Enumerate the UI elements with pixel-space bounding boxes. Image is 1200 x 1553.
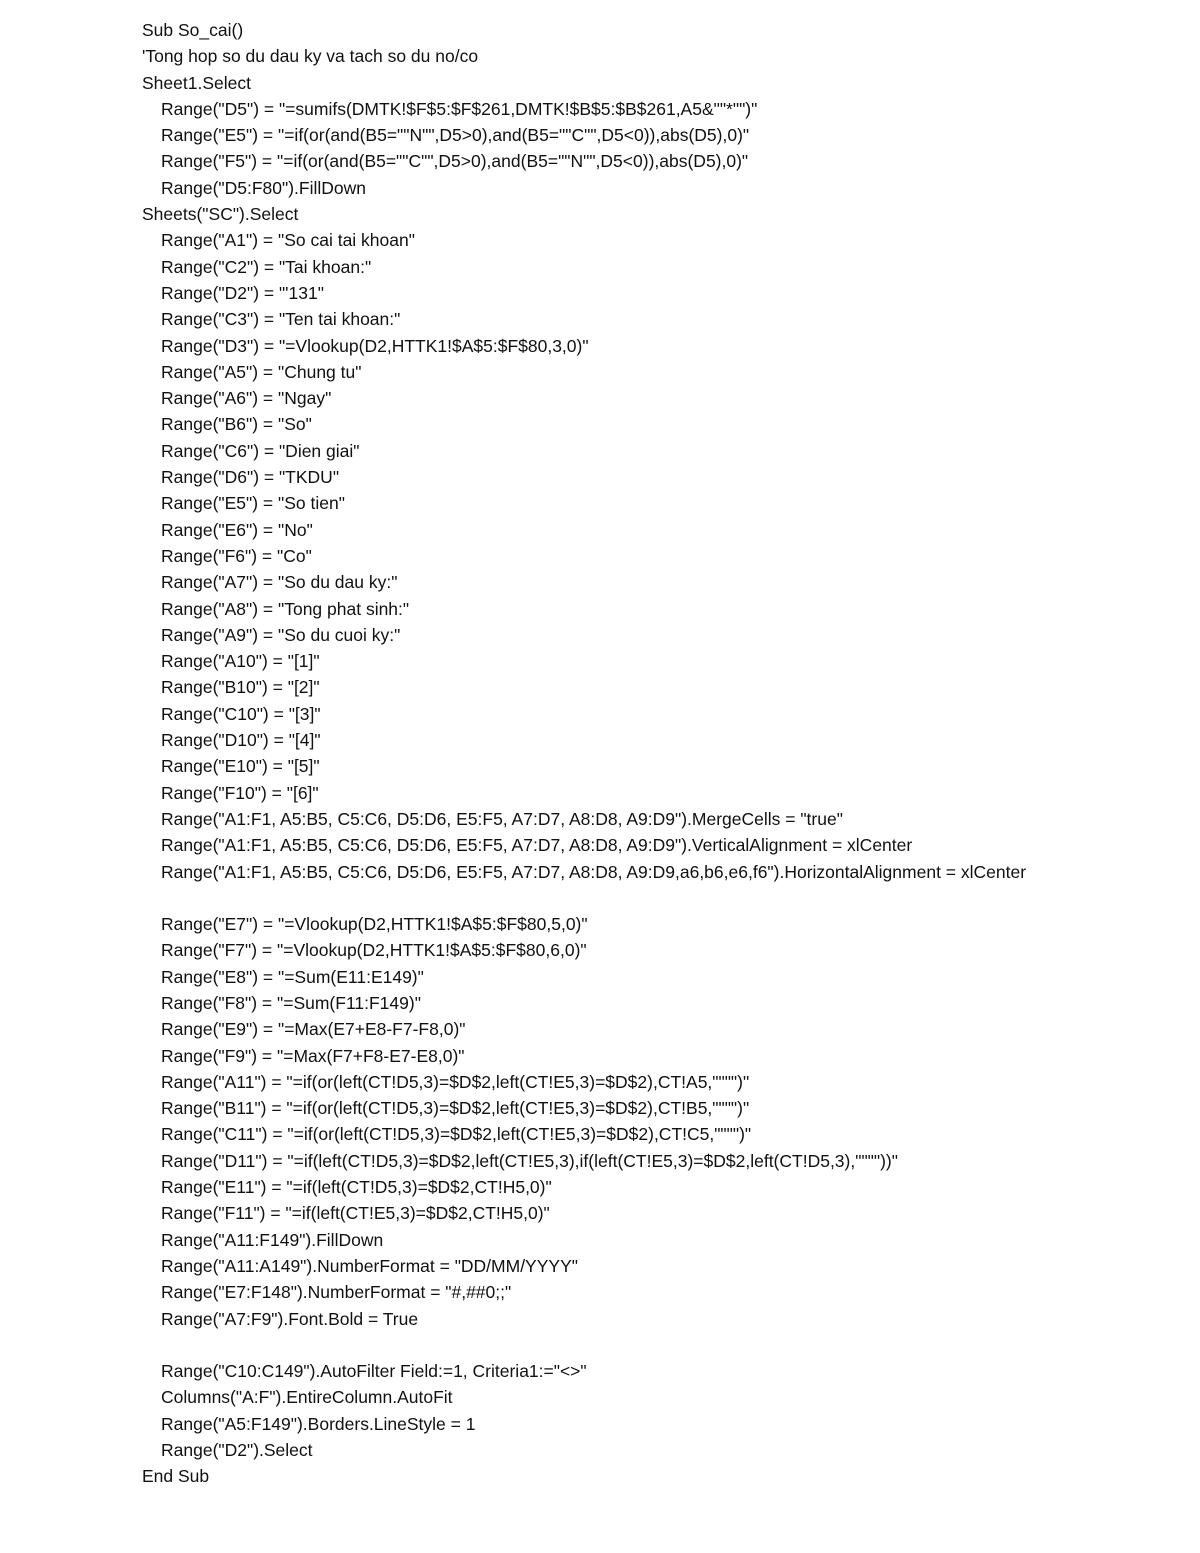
code-line: Range("A11:F149").FillDown <box>161 1229 384 1250</box>
code-line: Range("C3") = "Ten tai khoan:" <box>161 309 401 330</box>
code-line: 'Tong hop so du dau ky va tach so du no/co <box>142 46 479 67</box>
code-line: Range("F10") = "[6]" <box>161 782 319 803</box>
blank-line <box>142 885 1182 911</box>
code-line: Range("D2") = "'131" <box>161 282 324 303</box>
code-line: Range("A5") = "Chung tu" <box>161 361 362 382</box>
code-line: Sheet1.Select <box>142 72 251 93</box>
code-line: Range("D11") = "=if(left(CT!D5,3)=$D$2,left(CT!E5,3),if(left(CT!E5,3)=$D$2,left(CT!D5,3),""""))" <box>161 1150 898 1171</box>
code-line: Range("E7") = "=Vlookup(D2,HTTK1!$A$5:$F$80,5,0)" <box>161 914 588 935</box>
code-line: Range("E9") = "=Max(E7+E8-F7-F8,0)" <box>161 1019 466 1040</box>
code-line: Sub So_cai() <box>142 20 244 40</box>
code-line: Range("C11") = "=if(or(left(CT!D5,3)=$D$2,left(CT!E5,3)=$D$2),CT!C5,"""")" <box>161 1124 752 1145</box>
code-line: Range("F7") = "=Vlookup(D2,HTTK1!$A$5:$F$80,6,0)" <box>161 940 587 961</box>
code-line: Columns("A:F").EntireColumn.AutoFit <box>161 1387 453 1408</box>
code-line: Sheets("SC").Select <box>142 204 299 225</box>
code-line: Range("D10") = "[4]" <box>161 730 321 751</box>
code-line: Range("A7:F9").Font.Bold = True <box>161 1308 419 1329</box>
blank-line <box>142 1332 1182 1358</box>
code-line: Range("F8") = "=Sum(F11:F149)" <box>161 992 421 1013</box>
code-line: Range("A10") = "[1]" <box>161 651 320 672</box>
code-line: Range("B10") = "[2]" <box>161 677 320 698</box>
code-line: Range("F6") = "Co" <box>161 545 312 566</box>
code-line: Range("D3") = "=Vlookup(D2,HTTK1!$A$5:$F$80,3,0)" <box>161 335 589 356</box>
code-line: Range("A1:F1, A5:B5, C5:C6, D5:D6, E5:F5, A7:D7, A8:D8, A9:D9").MergeCells = "true" <box>161 808 843 829</box>
code-line: Range("C2") = "Tai khoan:" <box>161 256 372 277</box>
code-line: Range("E5") = "So tien" <box>161 493 345 514</box>
code-line: Range("C6") = "Dien giai" <box>161 440 360 461</box>
code-line: Range("C10") = "[3]" <box>161 703 321 724</box>
code-line: Range("D2").Select <box>161 1440 313 1461</box>
code-line: Range("F11") = "=if(left(CT!E5,3)=$D$2,CT!H5,0)" <box>161 1203 550 1224</box>
code-line: Range("F9") = "=Max(F7+F8-E7-E8,0)" <box>161 1045 465 1066</box>
code-line: Range("A5:F149").Borders.LineStyle = 1 <box>161 1413 476 1434</box>
code-line: Range("C10:C149").AutoFilter Field:=1, Criteria1:="<>" <box>161 1361 587 1382</box>
code-line: Range("F5") = "=if(or(and(B5=""C"",D5>0),and(B5=""N"",D5<0)),abs(D5),0)" <box>161 151 749 172</box>
code-line: Range("D5") = "=sumifs(DMTK!$F$5:$F$261,DMTK!$B$5:$B$261,A5&""*"")" <box>161 98 758 119</box>
code-line: Range("E10") = "[5]" <box>161 756 320 777</box>
code-line: Range("A8") = "Tong phat sinh:" <box>161 598 410 619</box>
code-line: Range("A11:A149").NumberFormat = "DD/MM/YYYY" <box>161 1255 578 1276</box>
code-line: Range("D5:F80").FillDown <box>161 177 366 198</box>
code-line: Range("A1:F1, A5:B5, C5:C6, D5:D6, E5:F5, A7:D7, A8:D8, A9:D9").VerticalAlignment = xlCenter <box>161 835 913 856</box>
code-line: Range("D6") = "TKDU" <box>161 467 340 488</box>
code-line: Range("B11") = "=if(or(left(CT!D5,3)=$D$2,left(CT!E5,3)=$D$2),CT!B5,"""")" <box>161 1098 750 1119</box>
code-line: Range("A9") = "So du cuoi ky:" <box>161 624 401 645</box>
code-line: End Sub <box>142 1466 210 1487</box>
code-line: Range("E8") = "=Sum(E11:E149)" <box>161 966 424 987</box>
code-line: Range("A1:F1, A5:B5, C5:C6, D5:D6, E5:F5, A7:D7, A8:D8, A9:D9,a6,b6,e6,f6").HorizontalAlignment = xlCenter <box>161 861 1027 882</box>
code-line: Range("A7") = "So du dau ky:" <box>161 572 398 593</box>
vba-code-block <box>142 17 1182 1490</box>
code-line: Range("E5") = "=if(or(and(B5=""N"",D5>0),and(B5=""C"",D5<0)),abs(D5),0)" <box>161 125 750 146</box>
code-line: Range("A1") = "So cai tai khoan" <box>161 230 415 251</box>
code-line: Range("E6") = "No" <box>161 519 313 540</box>
code-line: Range("E11") = "=if(left(CT!D5,3)=$D$2,CT!H5,0)" <box>161 1177 552 1198</box>
code-line: Range("A6") = "Ngay" <box>161 388 332 409</box>
code-line: Range("A11") = "=if(or(left(CT!D5,3)=$D$2,left(CT!E5,3)=$D$2),CT!A5,"""")" <box>161 1071 750 1092</box>
code-line: Range("E7:F148").NumberFormat = "#,##0;;" <box>161 1282 512 1303</box>
code-line: Range("B6") = "So" <box>161 414 312 435</box>
